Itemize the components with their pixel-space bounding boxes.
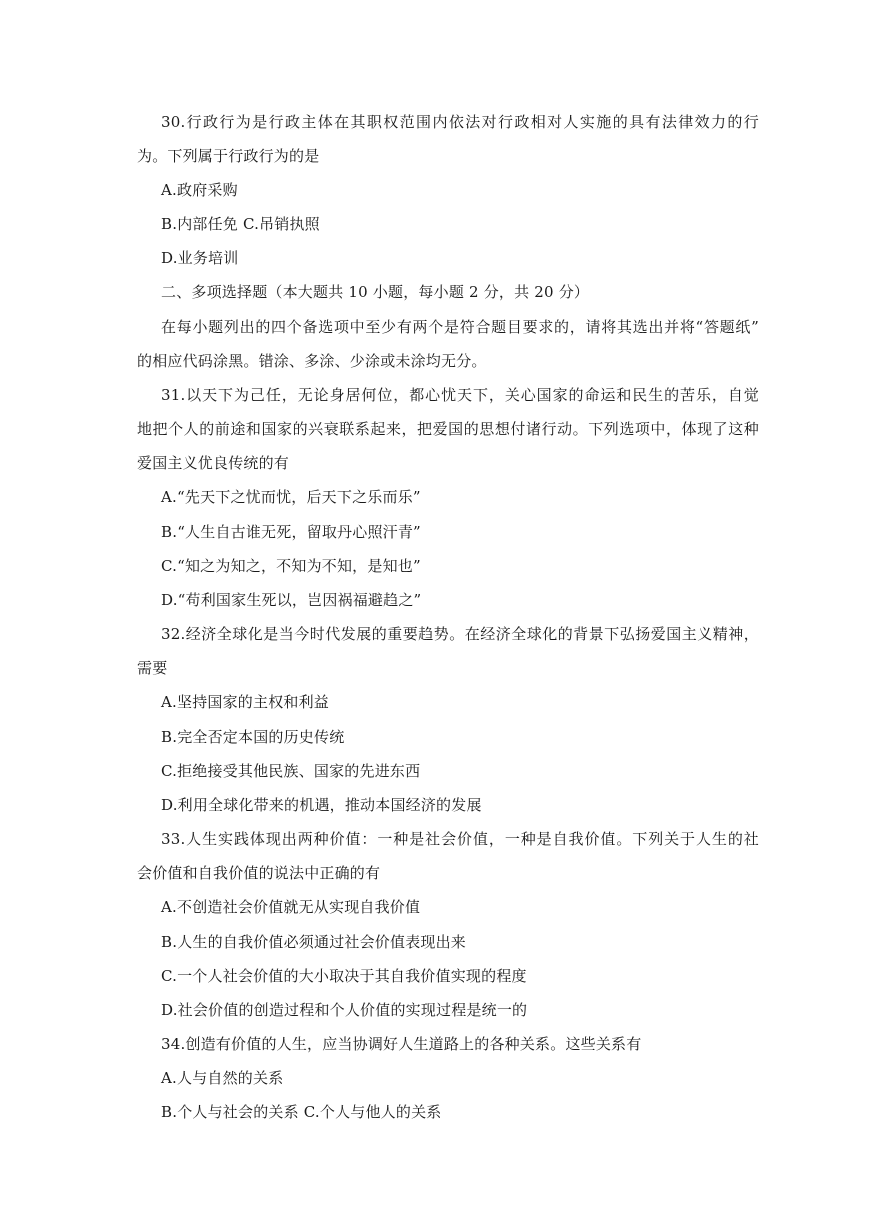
question-32-stem-line-2: 需要	[137, 659, 168, 677]
question-34-stem: 34.创造有价值的人生，应当协调好人生道路上的各种关系。这些关系有	[161, 1035, 642, 1053]
question-33-option-d: D.社会价值的创造过程和个人价值的实现过程是统一的	[161, 1001, 528, 1019]
question-31-option-c: C.“知之为知之，不知为不知，是知也”	[161, 557, 421, 575]
question-33-option-a: A.不创造社会价值就无从实现自我价值	[161, 898, 421, 916]
question-31-option-b: B.“人生自古谁无死，留取丹心照汗青”	[161, 523, 421, 541]
question-30-option-a: A.政府采购	[161, 181, 238, 199]
question-33-stem-line-2: 会价值和自我价值的说法中正确的有	[137, 864, 381, 882]
question-31-option-a: A.“先天下之忧而忧，后天下之乐而乐”	[161, 488, 421, 506]
section-instructions-line-2: 的相应代码涂黑。错涂、多涂、少涂或未涂均无分。	[137, 352, 487, 370]
question-30-options-b-c: B.内部任免 C.吊销执照	[161, 215, 320, 233]
question-32-option-c: C.拒绝接受其他民族、国家的先进东西	[161, 762, 421, 780]
question-33-option-c: C.一个人社会价值的大小取决于其自我价值实现的程度	[161, 967, 527, 985]
question-31-stem-line-1: 31.以天下为己任，无论身居何位，都心忧天下，关心国家的命运和民生的苦乐，自觉	[161, 386, 759, 404]
question-30-option-d: D.业务培训	[161, 249, 239, 267]
question-31-stem-line-2: 地把个人的前途和国家的兴衰联系起来，把爱国的思想付诸行动。下列选项中，体现了这种	[137, 420, 759, 438]
question-33-stem-line-1: 33.人生实践体现出两种价值：一种是社会价值，一种是自我价值。下列关于人生的社	[161, 830, 759, 848]
question-32-option-d: D.利用全球化带来的机遇，推动本国经济的发展	[161, 796, 482, 814]
question-34-option-a: A.人与自然的关系	[161, 1069, 284, 1087]
question-30-stem-line-1: 30.行政行为是行政主体在其职权范围内依法对行政相对人实施的具有法律效力的行	[161, 113, 759, 131]
question-32-option-a: A.坚持国家的主权和利益	[161, 693, 330, 711]
section-heading-multiple-choice: 二、多项选择题（本大题共 10 小题，每小题 2 分，共 20 分）	[161, 283, 590, 301]
question-32-stem-line-1: 32.经济全球化是当今时代发展的重要趋势。在经济全球化的背景下弘扬爱国主义精神，	[161, 625, 759, 643]
question-34-options-b-c: B.个人与社会的关系 C.个人与他人的关系	[161, 1103, 442, 1121]
question-31-option-d: D.“苟利国家生死以，岂因祸福避趋之”	[161, 591, 422, 609]
section-instructions-line-1: 在每小题列出的四个备选项中至少有两个是符合题目要求的，请将其选出并将“答题纸”	[161, 318, 759, 336]
question-30-stem-line-2: 为。下列属于行政行为的是	[137, 147, 320, 165]
question-33-option-b: B.人生的自我价值必须通过社会价值表现出来	[161, 933, 466, 951]
question-31-stem-line-3: 爱国主义优良传统的有	[137, 454, 290, 472]
question-32-option-b: B.完全否定本国的历史传统	[161, 728, 345, 746]
